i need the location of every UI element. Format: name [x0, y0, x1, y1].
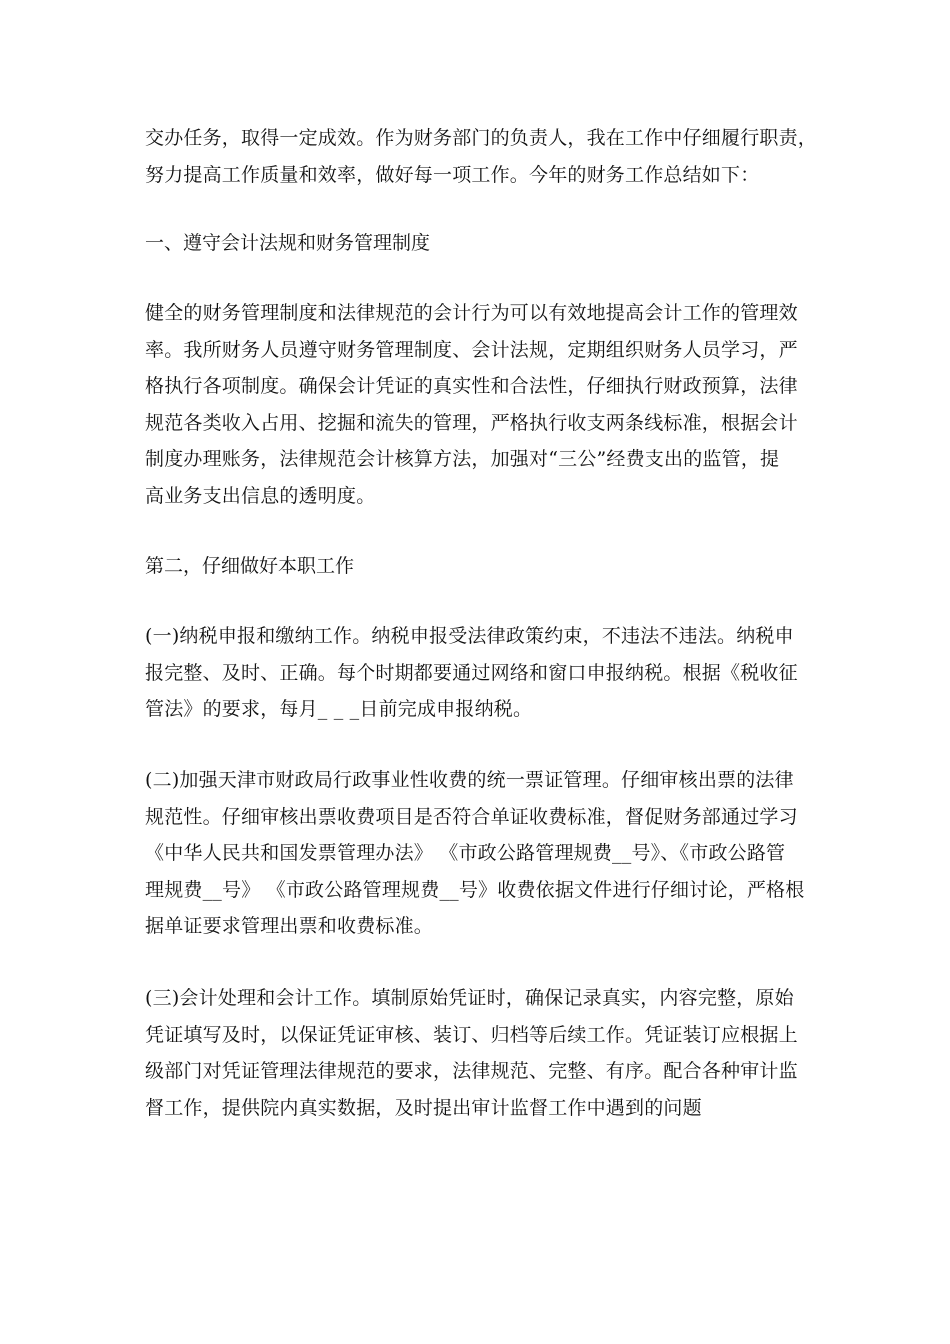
- text-line: 制度办理账务，法律规范会计核算方法，加强对“三公”经费支出的监管，提: [145, 448, 780, 470]
- text-line: 理规费__号》 《市政公路管理规费__号》收费依据文件进行仔细讨论，严格根: [145, 878, 805, 901]
- text-line: 据单证要求管理出票和收费标准。: [145, 915, 434, 937]
- text-line: 规范性。仔细审核出票收费项目是否符合单证收费标准，督促财务部通过学习: [145, 805, 798, 828]
- text-line: 交办任务，取得一定成效。作为财务部门的负责人，我在工作中仔细履行职责，: [145, 127, 818, 149]
- section2-item-3: [145, 980, 810, 1126]
- section2-heading: 第二，仔细做好本职工作: [145, 555, 355, 577]
- text-line: (一)纳税申报和缴纳工作。纳税申报受法律政策约束，不违法不违法。纳税申: [145, 625, 794, 647]
- section1-heading: 一、遵守会计法规和财务管理制度: [145, 232, 431, 254]
- text-line: 健全的财务管理制度和法律规范的会计行为可以有效地提高会计工作的管理效: [145, 302, 798, 324]
- text-line: 报完整、及时、正确。每个时期都要通过网络和窗口申报纳税。根据《税收征: [145, 661, 798, 684]
- text-line: 管法》的要求，每月_ _ _日前完成申报纳税。: [145, 698, 533, 720]
- section2-item-2: [145, 762, 810, 945]
- text-line: 努力提高工作质量和效率，做好每一项工作。今年的财务工作总结如下：: [145, 163, 760, 186]
- text-line: 格执行各项制度。确保会计凭证的真实性和合法性，仔细执行财政预算，法律: [145, 375, 798, 397]
- text-line: (二)加强天津市财政局行政事业性收费的统一票证管理。仔细审核出票的法律: [145, 769, 794, 791]
- text-line: 级部门对凭证管理法律规范的要求，法律规范、完整、有序。配合各种审计监: [145, 1060, 798, 1082]
- text-line: 《中华人民共和国发票管理办法》 《市政公路管理规费__号》、《市政公路管: [145, 842, 786, 864]
- text-line: (三)会计处理和会计工作。填制原始凭证时，确保记录真实，内容完整，原始: [145, 987, 794, 1009]
- section1-paragraph: [145, 295, 810, 514]
- text-line: 高业务支出信息的透明度。: [145, 484, 376, 507]
- intro-paragraph: [145, 120, 818, 193]
- text-line: 督工作，提供院内真实数据，及时提出审计监督工作中遇到的问题: [145, 1096, 702, 1119]
- text-line: 规范各类收入占用、挖掘和流失的管理，严格执行收支两条线标准，根据会计: [145, 411, 798, 434]
- text-line: 率。我所财务人员遵守财务管理制度、会计法规，定期组织财务人员学习，严: [145, 338, 798, 361]
- text-line: 凭证填写及时，以保证凭证审核、装订、归档等后续工作。凭证装订应根据上: [145, 1023, 798, 1046]
- section2-item-1: [145, 618, 810, 728]
